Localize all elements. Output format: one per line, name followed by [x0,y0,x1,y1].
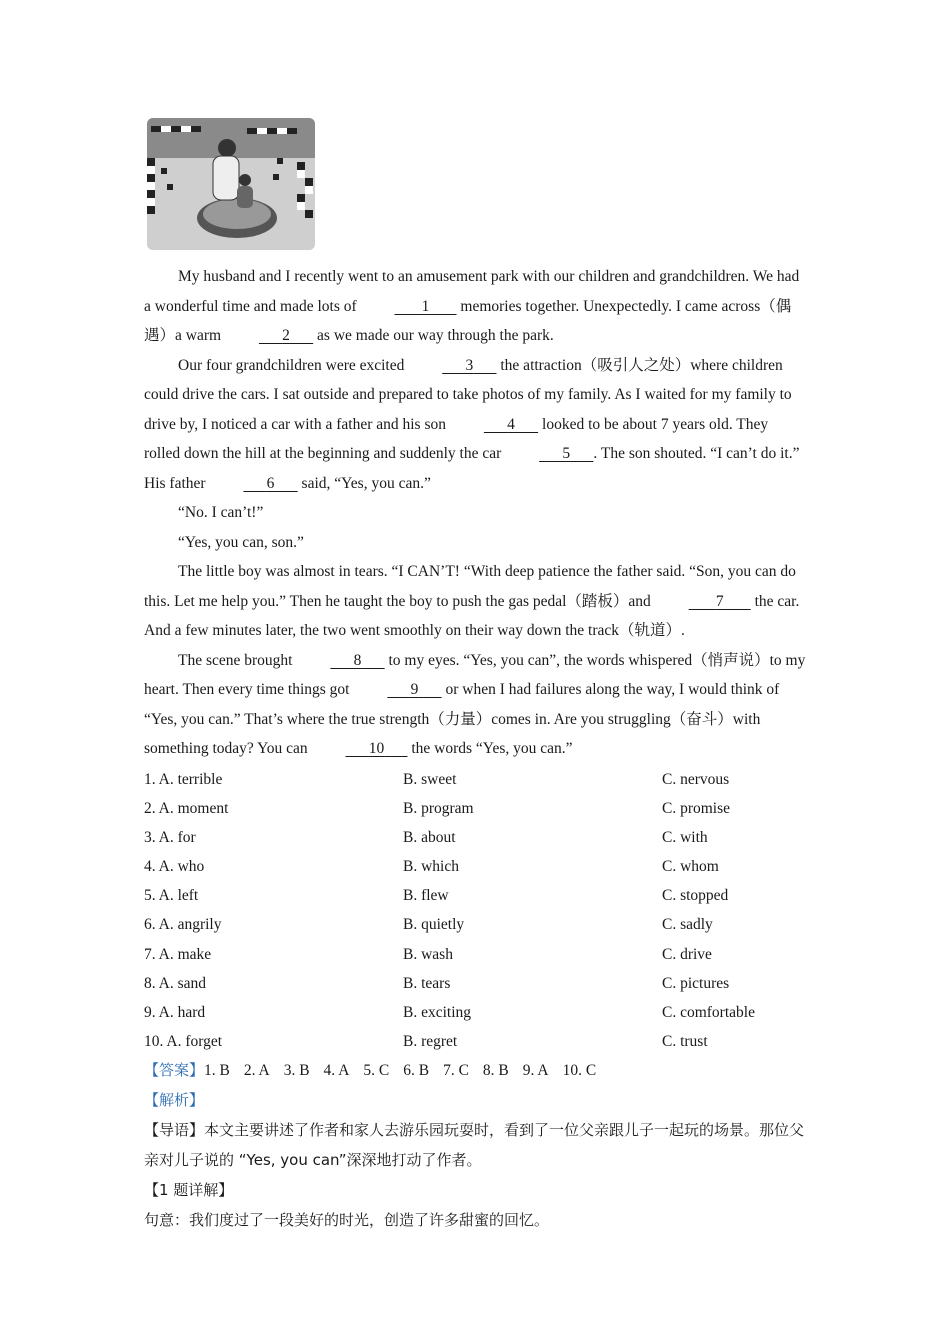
text: My husband and I recently went to an amusement park with our children and grandchildren. We had a wonderful time and made lots of [144,268,800,315]
paragraph-2 [144,351,806,499]
option-b: B. flew [403,887,449,905]
option-b: B. tears [403,974,451,992]
option-row [144,765,806,794]
option-c: C. trust [662,1032,708,1050]
answer-section [144,1055,806,1235]
option-a: 2. A. moment [144,800,229,818]
text: said, “Yes, you can.” [297,474,431,492]
answer-label: 【答案】 [144,1061,205,1079]
answer-item: 8. B [482,1062,509,1079]
text: or when I had failures along the way, I would think of “Yes, you can.” That’s where the true strength（力量）comes in. Are you struggling（奋斗）with something today? You can [144,681,780,757]
answer-line [144,1055,806,1085]
answer-item: 6. B [403,1062,430,1079]
option-c: C. sadly [662,916,713,934]
option-b: B. about [403,829,456,847]
blank-8: 8 [353,651,362,669]
text: the words “Yes, you can.” [407,740,573,757]
option-c: C. stopped [662,887,729,905]
text: memories together. Unexpectedly. I came across（偶遇）a warm [144,297,792,344]
blank-9: 9 [410,681,419,698]
text: as we made our way through the park. [313,327,554,344]
paragraph-1 [144,262,806,351]
answer-item: 7. C [443,1062,469,1079]
option-b: B. which [403,858,459,876]
option-row [144,998,806,1027]
option-row [144,823,806,852]
option-b: B. wash [403,945,453,963]
option-c: C. promise [662,800,731,818]
option-row [144,910,806,939]
paragraph-4: “Yes, you can, son.” [178,533,304,551]
blank-7: 7 [715,592,724,610]
option-b: B. exciting [403,1003,472,1021]
guide-paragraph [144,1115,806,1175]
option-c: C. comfortable [662,1003,755,1021]
answer-item: 2. A [243,1062,270,1079]
option-c: C. with [662,829,708,847]
option-row [144,881,806,910]
text: . The son shouted. “I can’t do it.” His father [144,445,800,492]
blank-3: 3 [465,356,474,374]
blank-1: 1 [421,297,430,315]
text: the car. And a few minutes later, the two went smoothly on their way down the track（轨道）. [144,592,800,639]
blank-5: 5 [562,445,571,462]
blank-2: 2 [282,327,290,344]
option-a: 10. A. forget [144,1032,223,1050]
option-row [144,852,806,881]
option-row [144,940,806,969]
option-a: 7. A. make [144,945,212,963]
option-c: C. pictures [662,974,730,992]
option-a: 1. A. terrible [144,771,223,788]
options-list [144,765,806,1056]
answer-item: 5. C [363,1062,390,1079]
option-row [144,969,806,998]
answer-item: 10. C [562,1062,597,1079]
option-b: B. program [403,800,474,818]
text: Our four grandchildren were excited [178,356,409,374]
option-c: C. whom [662,858,719,876]
text: to my eyes. “Yes, you can”, the words whispered（悄声说）to my heart. Then every time things got [144,651,806,698]
option-a: 8. A. sand [144,974,206,992]
option-row [144,1027,806,1056]
text: looked to be about 7 years old. They rolled down the hill at the beginning and suddenly the car [144,415,769,462]
option-c: C. nervous [662,771,730,788]
answer-item: 4. A [323,1062,350,1079]
blank-6: 6 [266,474,275,492]
answer-item: 3. B [283,1062,310,1079]
option-a: 5. A. left [144,887,199,905]
text: the attraction（吸引人之处）where children could drive the cars. I sat outside and prepared to take photos of my family. As I waited for my family to drive by, I noticed a car with a father and his son [144,356,792,433]
answer-item: 9. A [522,1062,549,1079]
detail-heading: 【1 题详解】 [144,1181,234,1199]
guide-label: 【导语】 [144,1121,205,1139]
analysis-label: 【解析】 [144,1091,205,1109]
option-c: C. drive [662,945,712,963]
option-b: B. regret [403,1032,458,1050]
analysis-heading [144,1085,806,1115]
option-b: B. sweet [403,771,457,788]
answer-item: 1. B [204,1062,230,1079]
reading-passage [144,262,806,764]
detail-text: 句意：我们度过了一段美好的时光，创造了许多甜蜜的回忆。 [144,1211,550,1229]
go-kart-picture [147,118,315,250]
text: The little boy was almost in tears. “I CAN’T! “With deep patience the father said. “Son, you can do this. Let me help you.” Then he taught the boy to push the gas pedal（踏板）and [144,563,796,610]
option-row [144,794,806,823]
option-a: 4. A. who [144,858,205,876]
illustration-image [147,118,315,250]
text: The scene brought [178,651,297,669]
option-b: B. quietly [403,916,465,934]
paragraph-6 [144,646,806,764]
paragraph-3: “No. I can’t!” [178,504,264,521]
blank-4: 4 [507,415,515,433]
option-a: 9. A. hard [144,1003,206,1021]
option-a: 6. A. angrily [144,916,222,934]
blank-10: 10 [368,740,385,757]
option-a: 3. A. for [144,829,196,847]
guide-text: 本文主要讲述了作者和家人去游乐园玩耍时，看到了一位父亲跟儿子一起玩的场景。那位父亲对儿子说的 “Yes, you can”深深地打动了作者。 [144,1121,805,1169]
paragraph-5 [144,557,806,646]
